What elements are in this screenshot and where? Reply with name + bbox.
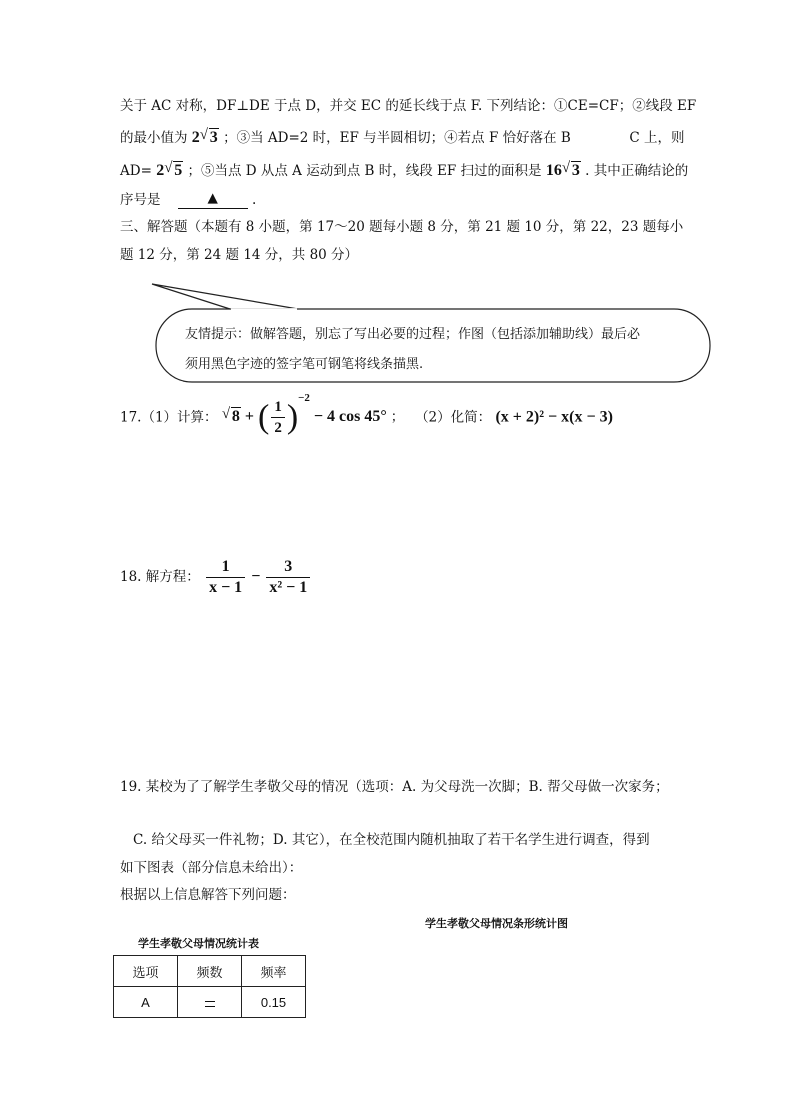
tip-text-2: 须用黑色字迹的签字笔可钢笔将线条描黑. xyxy=(185,357,424,372)
header-option: 选项 xyxy=(114,956,178,987)
q17-expr-1: √ 8 + ( $\frac{1}{2}$ )$^{-2}$ − 4 cos 45° xyxy=(221,392,387,437)
q17-label-2: （2）化简： xyxy=(415,409,492,426)
text: . 其中正确结论的 xyxy=(585,163,689,179)
header-rate: 频率 xyxy=(242,956,306,987)
q18-label: 18. 解方程： xyxy=(120,569,200,585)
q17-expr-2: (x + 2)² − x(x − 3) xyxy=(495,408,613,426)
text: 序号是 xyxy=(120,192,161,208)
cell-rate: 0.15 xyxy=(242,987,306,1018)
text: 的最小值为 xyxy=(120,130,188,146)
tip-line-1 xyxy=(185,325,640,345)
q19-line-2 xyxy=(133,830,650,850)
header-frequency: 频数 xyxy=(178,956,242,987)
text: ；③当 AD=2 时，EF 与半圆相切；④若点 F 恰好落在 B xyxy=(223,130,571,146)
q19-line-4 xyxy=(120,885,296,905)
table-header-row xyxy=(114,956,306,987)
chart-title-text: 学生孝敬父母情况条形统计图 xyxy=(425,917,568,930)
cell-option: A xyxy=(114,987,178,1018)
answer-blank[interactable]: ▲ xyxy=(178,188,248,209)
text: AD= xyxy=(120,163,152,179)
statistics-table xyxy=(113,955,306,1018)
section-heading-text: 三、解答题（本题有 8 小题，第 17～20 题每小题 8 分，第 21 题 10 分，第 22，23 题每小 xyxy=(120,219,684,235)
text: ；⑤当点 D 从点 A 运动到点 B 时，线段 EF 扫过的面积是 xyxy=(187,163,542,179)
q19-text-3: 如下图表（部分信息未给出）： xyxy=(120,860,303,876)
q19-text-2: C. 给父母买一件礼物；D. 其它），在全校范围内随机抽取了若干名学生进行调查，得到 xyxy=(133,832,650,848)
text: 关于 AC 对称，DF⊥DE 于点 D，并交 EC 的延长线于点 F. 下列结论：①CE=CF；②线段 EF xyxy=(120,98,697,114)
q19-line-1 xyxy=(120,777,669,797)
q19-text-1: 19. 某校为了了解学生孝敬父母的情况（选项：A. 为父母洗一次脚；B. 帮父母做一次家务； xyxy=(120,779,669,795)
section-heading-text-2: 题 12 分，第 24 题 14 分，共 80 分） xyxy=(120,247,359,263)
tip-line-2 xyxy=(185,355,423,375)
q19-line-3 xyxy=(120,858,302,878)
question-18 xyxy=(120,555,312,605)
math-2sqrt5: 2 √ 5 xyxy=(156,160,183,179)
q19-text-4: 根据以上信息解答下列问题： xyxy=(120,887,296,903)
question-17: 17.（1）计算： √ 8 + ( $\frac{1}{2}$ )$^{-2}$ − 4 cos 45° ； （2）化简： (x + 2)² − x(x − 3) xyxy=(120,392,613,437)
q17-cos-term: − 4 cos 45° xyxy=(313,408,387,426)
table-title xyxy=(138,934,259,954)
text: C 上，则 xyxy=(629,130,685,146)
table-title-text: 学生孝敬父母情况统计表 xyxy=(138,937,259,950)
q17-label-1: 17.（1）计算： xyxy=(120,409,218,426)
chart-title xyxy=(425,914,568,934)
cell-frequency xyxy=(178,987,242,1018)
table-row xyxy=(114,987,306,1018)
math-16sqrt3: 16 √ 3 xyxy=(545,160,580,179)
q18-equation: $\frac{1}{x - 1}$ − $\frac{3}{\text{x² − 1}}$ xyxy=(204,568,312,585)
text: . xyxy=(251,192,257,208)
tip-text-1: 友情提示：做解答题，别忘了写出必要的过程；作图（包括添加辅助线）最后必 xyxy=(185,327,641,342)
math-2sqrt3: 2 √ 3 xyxy=(191,127,218,146)
blank-mark-icon xyxy=(205,1001,215,1007)
